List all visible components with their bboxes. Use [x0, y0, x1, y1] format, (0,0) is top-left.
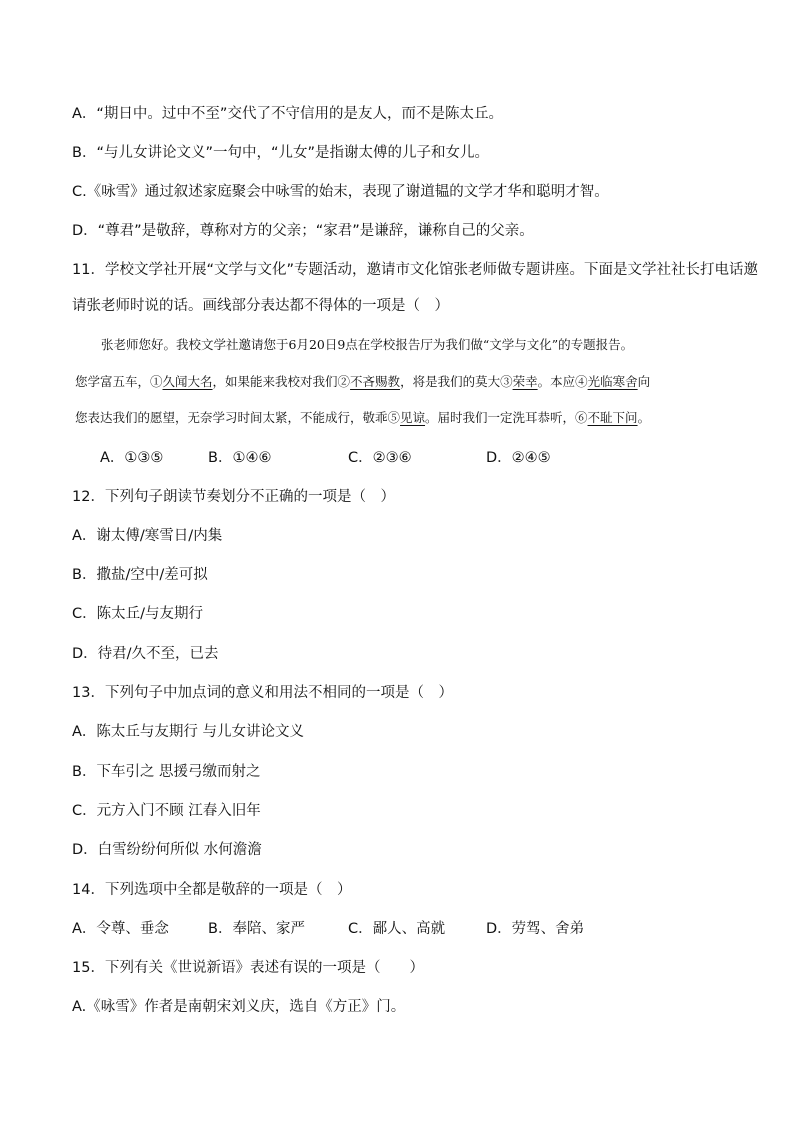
underlined-phrase-2: 不吝赐教	[350, 374, 401, 389]
q13-stem: 13．下列句子中加点词的意义和用法不相同的一项是（ ）	[72, 685, 453, 701]
q15-option-a: A.《咏雪》作者是南朝宋刘义庆，选自《方正》门。	[72, 999, 406, 1015]
q15-stem: 15．下列有关《世说新语》表述有误的一项是（ ）	[72, 960, 424, 976]
q11-stem-line2: 请张老师时说的话。画线部分表达都不得体的一项是（ ）	[72, 298, 449, 314]
q10-option-c: C.《咏雪》通过叙述家庭聚会中咏雪的始末，表现了谢道韫的文学才华和聪明才智。	[72, 184, 609, 200]
passage-text: ，将是我们的莫大③	[400, 374, 513, 389]
q12-stem: 12．下列句子朗读节奏划分不正确的一项是（ ）	[72, 489, 395, 505]
q10-option-b: B．“与儿女讲论文义”一句中，“儿女”是指谢太傅的儿子和女儿。	[72, 145, 489, 161]
q13-option-a: A．陈太丘与友期行 与儿女讲论文义	[72, 724, 305, 740]
q11-options	[100, 448, 551, 468]
q10-option-a: A．“期日中。过中不至”交代了不守信用的是友人，而不是陈太丘。	[72, 106, 503, 122]
q14-option-b: B．奉陪、家严	[208, 921, 305, 937]
q10-option-d: D．“尊君”是敬辞，尊称对方的父亲；“家君”是谦辞，谦称自己的父亲。	[72, 223, 534, 239]
passage-text: 您表达我们的愿望，无奈学习时间太紧，不能成行，敬乖⑤	[75, 410, 401, 425]
q11-option-d: D．②④⑤	[486, 450, 551, 466]
underlined-phrase-3: 荣幸	[512, 374, 538, 389]
q13-option-b: B．下车引之 思援弓缴而射之	[72, 764, 261, 780]
underlined-phrase-1: 久闻大名	[162, 374, 213, 389]
q14-option-d: D．劳驾、舍弟	[486, 921, 585, 937]
q12-option-a: A．谢太傅/寒雪日/内集	[72, 528, 223, 544]
q12-option-b: B．撒盐/空中/差可拟	[72, 567, 208, 583]
underlined-phrase-4: 光临寒舍	[587, 374, 638, 389]
passage-text: 向	[637, 374, 651, 389]
q13-option-c: C．元方入门不顾 江春入旧年	[72, 803, 261, 819]
q13-option-d: D．白雪纷纷何所似 水何澹澹	[72, 842, 262, 858]
passage-text: 。	[637, 410, 651, 425]
q11-passage-line2	[75, 372, 650, 392]
q11-option-a: A．①③⑤	[100, 450, 164, 466]
q11-passage-line3	[75, 408, 650, 428]
passage-text: 。届时我们一定洗耳恭听，⑥	[425, 410, 588, 425]
q14-options	[72, 919, 584, 939]
q11-option-b: B．①④⑥	[208, 450, 272, 466]
q11-option-c: C．②③⑥	[348, 450, 412, 466]
q11-passage-line1: 张老师您好。我校文学社邀请您于6月20日9点在学校报告厅为我们做“文学与文化”的专题报告。	[101, 337, 634, 352]
q14-stem: 14．下列选项中全都是敬辞的一项是（ ）	[72, 882, 352, 898]
passage-text: 您学富五车，①	[75, 374, 163, 389]
q14-option-a: A．令尊、垂念	[72, 921, 169, 937]
passage-text: ，如果能来我校对我们②	[212, 374, 351, 389]
passage-text: 。本应④	[537, 374, 588, 389]
q11-stem-line1: 11．学校文学社开展“文学与文化”专题活动，邀请市文化馆张老师做专题讲座。下面是文学社社长打电话邀	[72, 262, 758, 278]
q12-option-d: D．待君/久不至，已去	[72, 646, 219, 662]
q14-option-c: C．鄙人、高就	[348, 921, 446, 937]
q12-option-c: C．陈太丘/与友期行	[72, 606, 204, 622]
underlined-phrase-6: 不耻下问	[587, 410, 638, 425]
underlined-phrase-5: 见谅	[400, 410, 426, 425]
